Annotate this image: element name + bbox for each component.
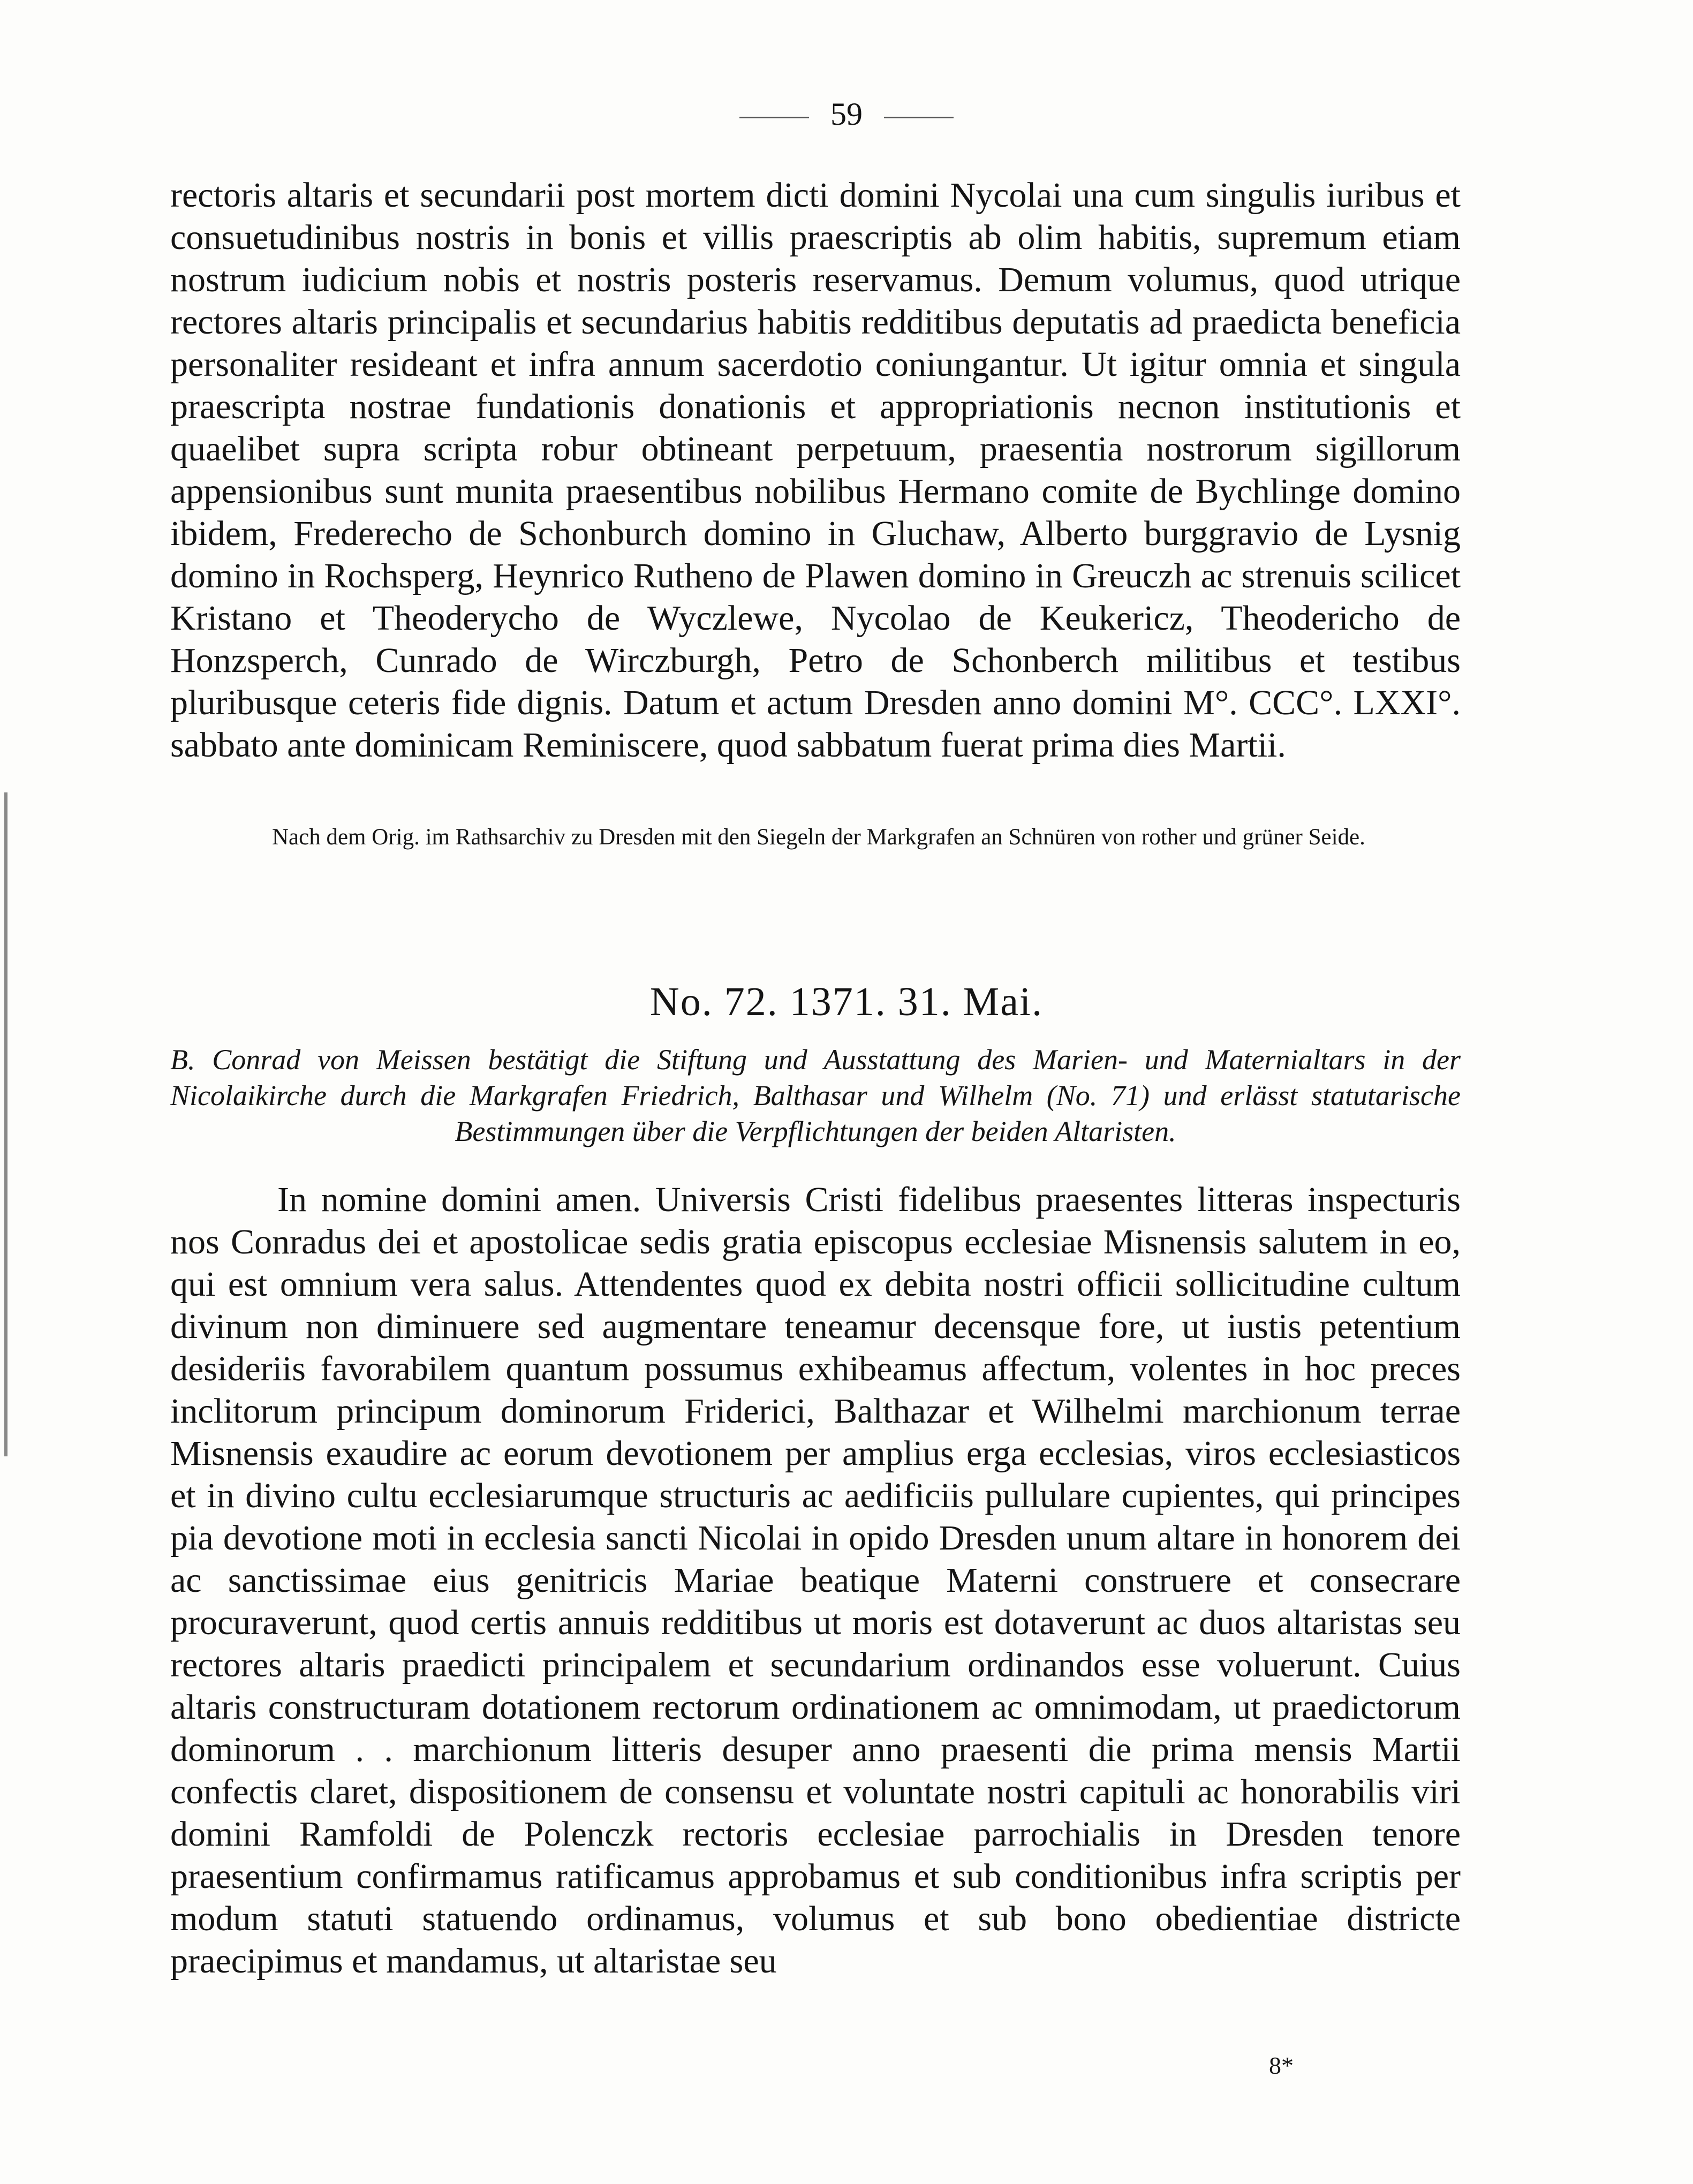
left-edge-shadow: [4, 792, 7, 1456]
source-note: Nach dem Orig. im Rathsarchiv zu Dresden mit den Siegeln der Markgrafen an Schnüren von rother und grüner Seide.: [272, 825, 1365, 850]
document-heading: No. 72. 1371. 31. Mai.: [649, 979, 1044, 1024]
page-number-dash-left: [739, 117, 809, 118]
main-text-block: [170, 1178, 1461, 1982]
signature-mark: 8*: [1269, 2052, 1294, 2079]
upper-text-block: [170, 174, 1461, 766]
upper-paragraph: rectoris altaris et secundarii post mortem dicti domini Nycolai una cum singulis iuribus et consuetudinibus nostris in bonis et villis praescriptis ab olim habitis, supremum etiam nostrum iudicium nobis et nostris posteris reservamus. Demum volumus, quod utrique rectores altaris principalis et secundarius habitis redditibus deputatis ad praedicta beneficia personaliter resideant et infra annum sacerdotio coniungantur. Ut igitur omnia et singula praescripta nostrae fundationis donationis et appropriationis necnon institutionis et quaelibet supra scripta robur obtineant perpetuum, praesentia nostrorum sigillorum appensionibus sunt munita praesentibus nobilibus Hermano comite de Bychlinge domino ibidem, Frederecho de Schonburch domino in Gluchaw, Alberto burggravio de Lysnig domino in Rochsperg, Heynrico Rutheno de Plawen domino in Greuczh ac strenuis scilicet Kristano et Theoderycho de Wyczlewe, Nycolao de Keukericz, Theodericho de Honzsperch, Cunrado de Wirczburgh, Petro de Schonberch militibus et testibus pluribusque ceteris fide dignis. Datum et actum Dresden anno domini M°. CCC°. LXXI°. sabbato ante dominicam Reminiscere, quod sabbatum fuerat prima dies Martii.: [170, 176, 1461, 765]
page-number: [0, 95, 1693, 133]
main-paragraph: In nomine domini amen. Universis Cristi fidelibus praesentes litteras inspecturis nos Conradus dei et apostolicae sedis gratia episcopus ecclesiae Misnensis salutem in eo, qui est omnium vera salus. Attendentes quod ex debita nostri officii sollicitudine cultum divinum non diminuere sed augmentare teneamur decensque fore, ut iustis petentium desideriis favorabilem quantum possumus exhibeamus affectum, volentes in hoc preces inclitorum principum dominorum Friderici, Balthazar et Wilhelmi marchionum terrae Misnensis exaudire ac eorum devotionem per amplius erga ecclesias, viros ecclesiasticos et in divino cultu ecclesiarumque structuris ac aedificiis pullulare cupientes, qui principes pia devotione moti in ecclesia sancti Nicolai in opido Dresden unum altare in honorem dei ac sanctissimae eius genitricis Mariae beatique Materni construere et consecrare procuraverunt, quod certis annuis redditibus ut moris est dotaverunt ac duos altaristas seu rectores altaris praedicti principalem et secundarium ordinandos esse voluerunt. Cuius altaris constructuram dotationem rectorum ordinationem ac omnimodam, ut praedictorum dominorum . . marchionum litteris desuper anno praesenti die prima mensis Martii confectis claret, dispositionem de consensu et voluntate nostri capituli ac honorabilis viri domini Ramfoldi de Polenczk rectoris ecclesiae parrochialis in Dresden tenore praesentium confirmamus ratificamus approbamus et sub conditionibus infra scriptis per modum statuti statuendo ordinamus, volumus et sub bono obedientiae districte praecipimus et mandamus, ut altaristae seu: [170, 1180, 1461, 1981]
regest-summary: B. Conrad von Meissen bestätigt die Stiftung und Ausstattung des Marien- und Maternialtars in der Nicolaikirche durch die Markgrafen Friedrich, Balthasar und Wilhelm (No. 71) und erlässt statutarische Bestimmungen über die Verpflichtungen der beiden Altaristen.: [170, 1044, 1461, 1147]
page-number-label: 59: [830, 96, 863, 132]
page-number-dash-right: [884, 117, 954, 118]
